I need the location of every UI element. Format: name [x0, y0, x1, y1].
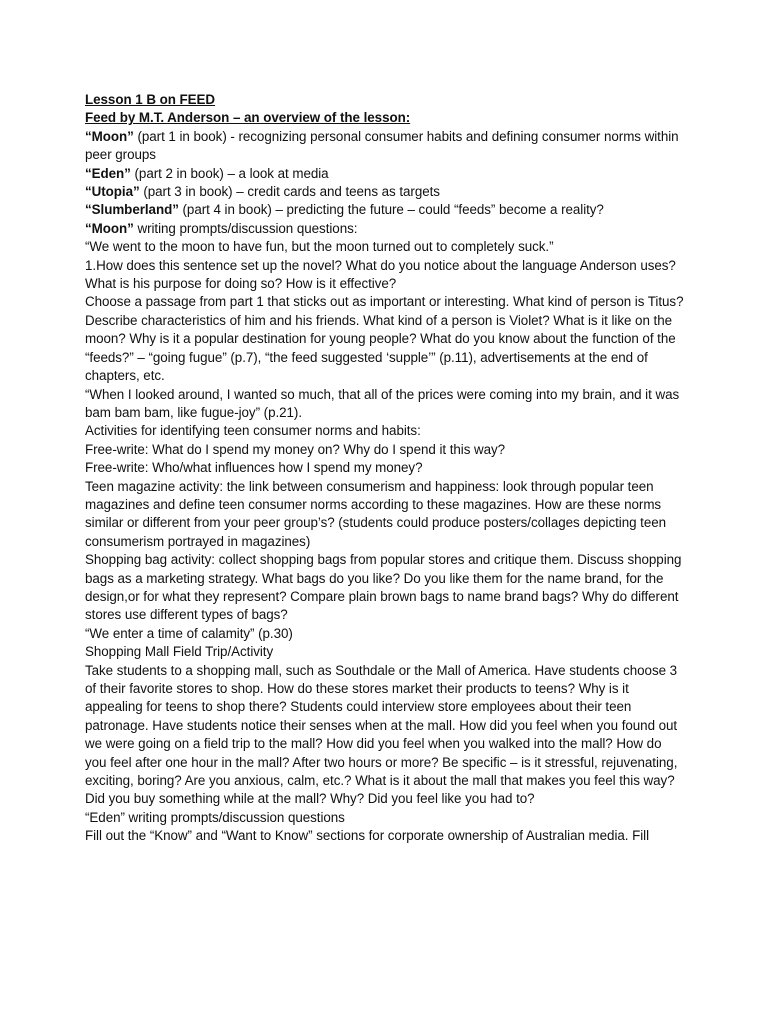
part-utopia	[85, 183, 685, 201]
question-1: 1.How does this sentence set up the novel? What do you notice about the language Anderson uses?	[85, 257, 676, 273]
quote-calamity: “We enter a time of calamity” (p.30)	[85, 625, 293, 641]
part-moon	[85, 128, 685, 165]
part-text: writing prompts/discussion questions:	[133, 220, 358, 236]
freewrite-2: Free-write: Who/what influences how I spend my money?	[85, 460, 423, 476]
eden-know-want: Fill out the “Know” and “Want to Know” sections for corporate ownership of Australian media. Fill	[85, 828, 650, 844]
question-passage: Choose a passage from part 1 that sticks out as important or interesting. What kind of person is Titus?	[85, 294, 684, 310]
part-text: (part 1 in book) - recognizing personal consumer habits and defining consumer norms within peer groups	[85, 128, 679, 163]
part-name: “Moon”	[85, 128, 134, 144]
freewrite-1: Free-write: What do I spend my money on? Why do I spend it this way?	[85, 441, 506, 457]
part-slumberland	[85, 201, 685, 219]
part-text: (part 2 in book) – a look at media	[130, 165, 329, 181]
quote-fugue-joy: “When I looked around, I wanted so much, that all of the prices were coming into my brain, and it was bam bam bam, like fugue-joy” (p.21).	[85, 386, 680, 420]
moon-prompts-heading	[85, 220, 685, 238]
question-characteristics: Describe characteristics of him and his friends. What kind of a person is Violet? What is it like on the moon? Why is it a popular destination for young people? What do you know about the function of the “feeds?” – “going fugue” (p.7), “the feed suggested ‘supple’” (p.11), advertisements at the end of chapters, etc.	[85, 312, 676, 384]
part-text: (part 3 in book) – credit cards and teens as targets	[139, 184, 440, 200]
eden-prompts-heading: “Eden” writing prompts/discussion questions	[85, 809, 345, 825]
mall-field-trip-heading: Shopping Mall Field Trip/Activity	[85, 644, 274, 660]
shopping-bag-activity: Shopping bag activity: collect shopping bags from popular stores and critique them. Discuss shopping bags as a marketing strategy. What bags do you like? Do you like them for the name brand, for the design,or for what they represent? Compare plain brown bags to name brand bags? Why do different stores use different types of bags?	[85, 552, 682, 623]
part-eden	[85, 165, 685, 183]
part-name: “Utopia”	[85, 184, 140, 200]
quote-moon: “We went to the moon to have fun, but the moon turned out to completely suck.”	[85, 239, 554, 255]
mall-field-trip-text: Take students to a shopping mall, such as Southdale or the Mall of America. Have students choose 3 of their favorite stores to shop. How do these stores market their products to teens? Why is it appealing for teens to shop there? Students could interview store employees about their teen patronage. Have students notice their senses when at the mall. How did you feel when you found out we were going on a field trip to the mall? How did you feel when you walked into the mall? How do you feel after one hour in the mall? After two hours or more? Be specific – is it stressful, rejuvenating, exciting, boring? Are you anxious, calm, etc.? What is it about the mall that makes you feel this way? Did you buy something while at the mall? Why? Did you feel like you had to?	[85, 662, 678, 807]
teen-magazine-activity: Teen magazine activity: the link between consumerism and happiness: look through popular teen magazines and define teen consumer norms according to these magazines. How are these norms similar or different from your peer group’s? (students could produce posters/collages depicting teen consumerism portrayed in magazines)	[85, 478, 667, 549]
part-text: (part 4 in book) – predicting the future – could “feeds” become a reality?	[178, 202, 604, 218]
overview-subheading: Feed by M.T. Anderson – an overview of the lesson:	[85, 110, 411, 126]
document-page	[85, 91, 685, 846]
lesson-heading: Lesson 1 B on FEED	[85, 92, 216, 107]
part-name: “Slumberland”	[85, 202, 179, 218]
part-name: “Eden”	[85, 165, 131, 181]
part-name: “Moon”	[85, 220, 134, 236]
question-purpose: What is his purpose for doing so? How is it effective?	[85, 276, 397, 292]
activities-heading: Activities for identifying teen consumer norms and habits:	[85, 423, 421, 439]
